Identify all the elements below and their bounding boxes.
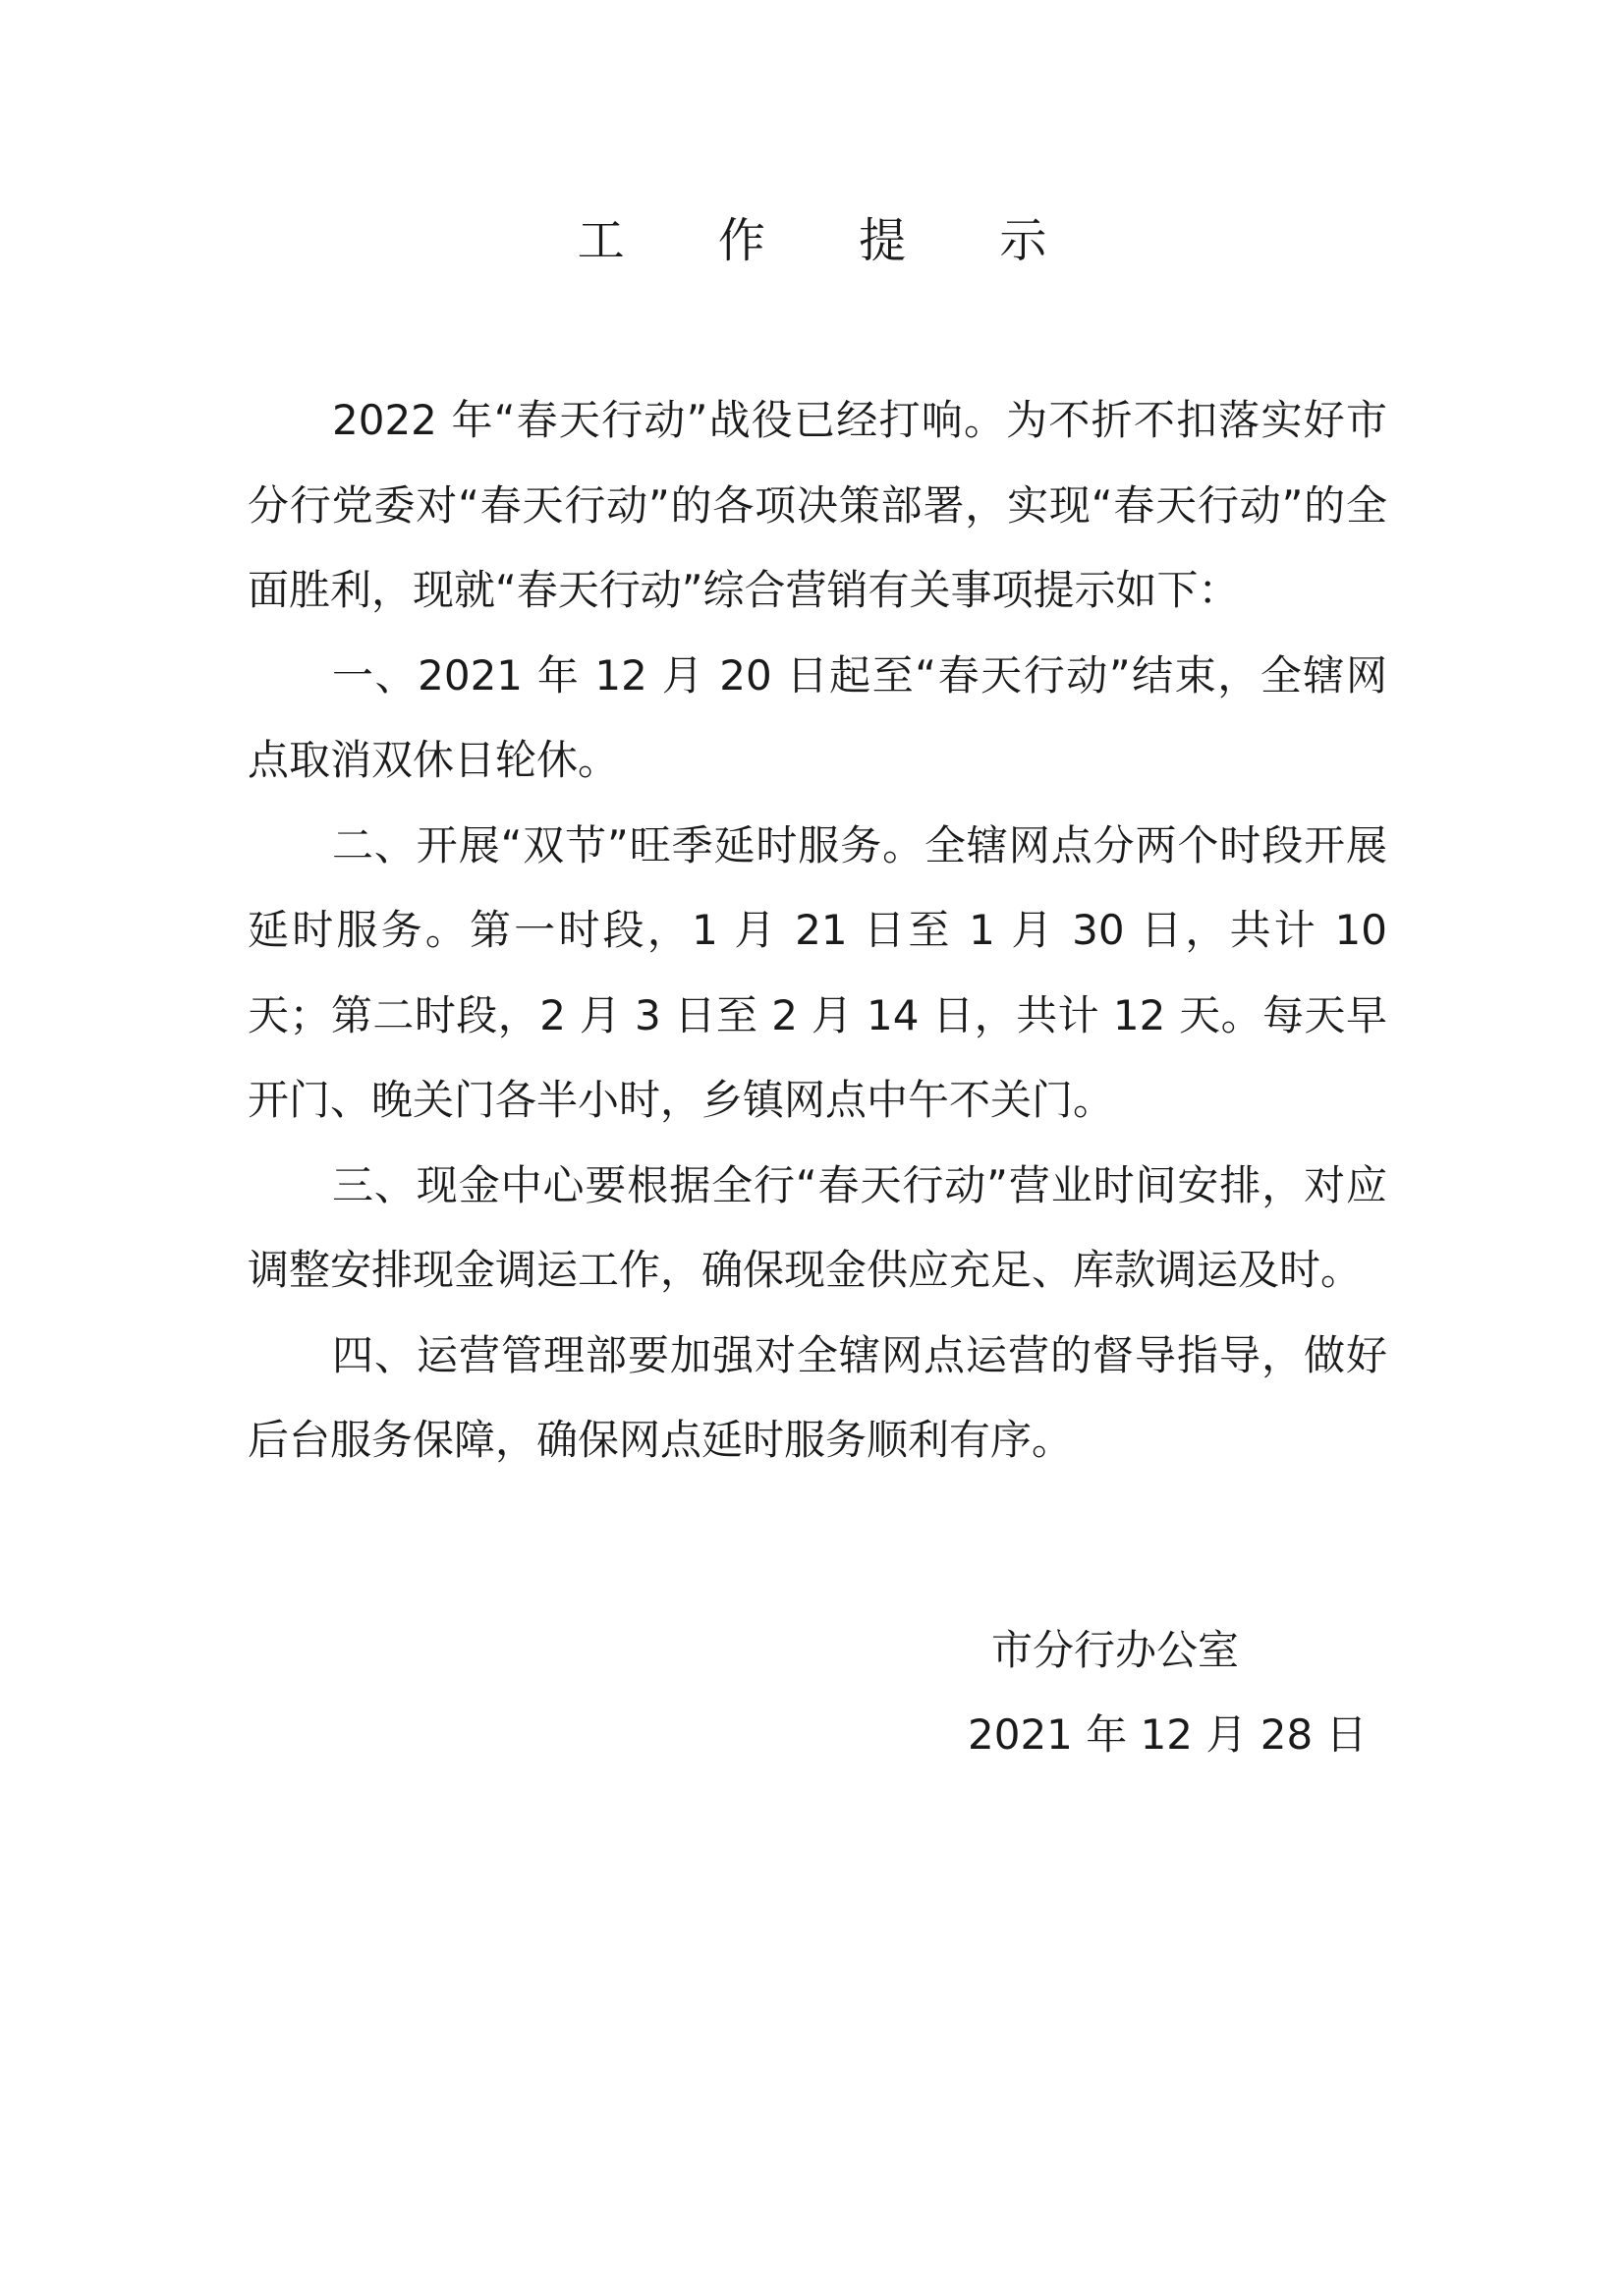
- paragraph-intro: 2022 年“春天行动”战役已经打响。为不折不扣落实好市分行党委对“春天行动”的各项决策部署，实现“春天行动”的全面胜利，现就“春天行动”综合营销有关事项提示如下：: [248, 396, 1387, 614]
- paragraph-item-1: 一、2021 年 12 月 20 日起至“春天行动”结束，全辖网点取消双休日轮休。: [248, 650, 1387, 784]
- signature-date: 2021 年 12 月 28 日: [968, 1710, 1368, 1759]
- document-body: [248, 378, 1387, 1484]
- signature-block: [968, 1608, 1380, 1777]
- paragraph-item-2: 二、开展“双节”旺季延时服务。全辖网点分两个时段开展延时服务。第一时段，1 月 21 日至 1 月 30 日，共计 10 天；第二时段，2 月 3 日至 2 月 14 日，共计 12 天。每天早开门、晚关门各半小时，乡镇网点中午不关门。: [248, 820, 1387, 1124]
- signature-office: 市分行办公室: [991, 1626, 1240, 1674]
- paragraph-item-3: 三、现金中心要根据全行“春天行动”营业时间安排，对应调整安排现金调运工作，确保现金供应充足、库款调运及时。: [248, 1160, 1387, 1294]
- document-title: 工 作 提 示: [577, 213, 1087, 268]
- paragraph-item-4: 四、运营管理部要加强对全辖网点运营的督导指导，做好后台服务保障，确保网点延时服务顺利有序。: [248, 1330, 1387, 1464]
